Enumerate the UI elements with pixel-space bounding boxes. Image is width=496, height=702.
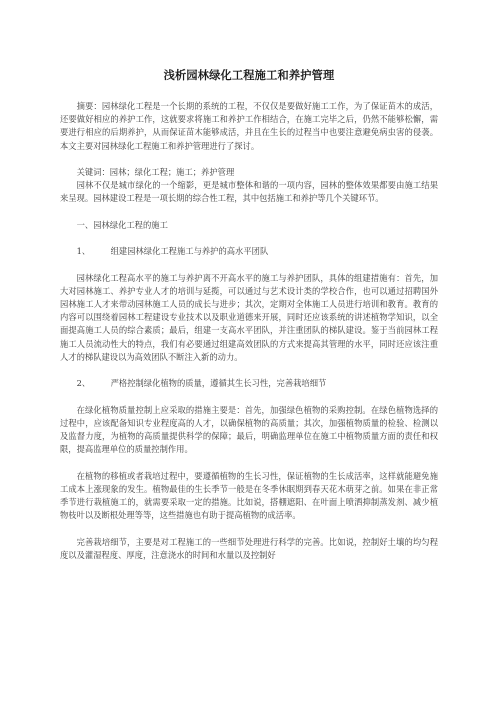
section-heading: 一、园林绿化工程的施工 (76, 219, 168, 230)
body-paragraph: 园林绿化工程高水平的施工与养护离不开高水平的施工与养护团队，具体的组建措施有：首先，加大对园林施工、养护专业人才的培训与延揽，可以通过与艺术设计类的学校合作，也可以通过招聘国外园林施工人才来带动园林施工人员的成长与进步；其次，定期对全体施工人员进行培训和教育。教育的内容可以围绕着园林工程建设专业技术以及职业道德来开展，同时还应该系统的讲述植物学知识，以全面提高施工人员的综合素质；最后，组建一支高水平团队，并注重团队的梯队建设。鉴于当前园林工程施工人员流动性大的特点，我们有必要通过组建高效团队的方式来提高其管理的水平，同时还应该注重人才的梯队建设以为高效团队不断注入新的动力。 (60, 272, 438, 362)
body-paragraph: 在绿化植物质量控制上应采取的措施主要是：首先，加强绿色植物的采购控制。在绿色植物选择的过程中，应该配备知识专业程度高的人才，以确保植物的高质量；其次，加强植物质量的检验、检测以及监督力度，为植物的高质量提供科学的保障；最后，明确监理单位在施工中植物质量方面的责任和权限，提高监理单位的质量控制作用。 (60, 404, 438, 455)
body-paragraph: 在植物的移植或者栽培过程中，要遵循植物的生长习性，保证植物的生长成活率，这样就能避免施工成本上涨现象的发生。植物最佳的生长季节一般是在冬季休眠期到春天花木萌芽之前。如果在非正常季节进行栽植施工的，就需要采取一定的措施。比如说，搭棚遮阳、在叶面上喷洒抑制蒸发剂、减少植物枝叶以及断根处理等等，这些措施也有助于提高植物的成活率。 (60, 470, 438, 521)
document-title: 浅析园林绿化工程施工和养护管理 (163, 68, 335, 82)
keywords-paragraph: 关键词：园林；绿化工程；施工；养护管理 (76, 167, 235, 177)
subsection-number: 1、 (76, 246, 91, 257)
subsection-heading-2 (77, 377, 438, 390)
body-paragraph: 完善栽培细节，主要是对工程施工的一些细节处理进行科学的完善。比如说，控制好土壤的均匀程度以及灌湿程度、厚度，注意浇水的时间和水量以及控制好 (60, 536, 438, 560)
subsection-title: 严格控制绿化植物的质量，遵循其生长习性，完善栽培细节 (110, 378, 327, 389)
subsection-title: 组建园林绿化工程施工与养护的高水平团队 (110, 246, 269, 257)
subsection-number: 2、 (76, 378, 91, 389)
subsection-heading-1 (77, 245, 438, 258)
intro-paragraph: 园林不仅是城市绿化的一个缩影，更是城市整体和谐的一项内容，园林的整体效果都要由施工结果来呈现。园林建设工程是一项长期的综合性工程，其中包括施工和养护等几个关键环节。 (60, 180, 438, 204)
abstract-paragraph: 摘要：园林绿化工程是一个长期的系统的工程，不仅仅是要做好施工工作，为了保证苗木的成活，还要做好相应的养护工作，这就要求将施工和养护工作相结合，在施工完毕之后，仍然不能够松懈，需要进行相应的后期养护，从而保证苗木能够成活，并且在生长的过程当中也要注意避免病虫害的侵袭。本文主要对园林绿化工程施工和养护管理进行了探讨。 (60, 101, 438, 151)
